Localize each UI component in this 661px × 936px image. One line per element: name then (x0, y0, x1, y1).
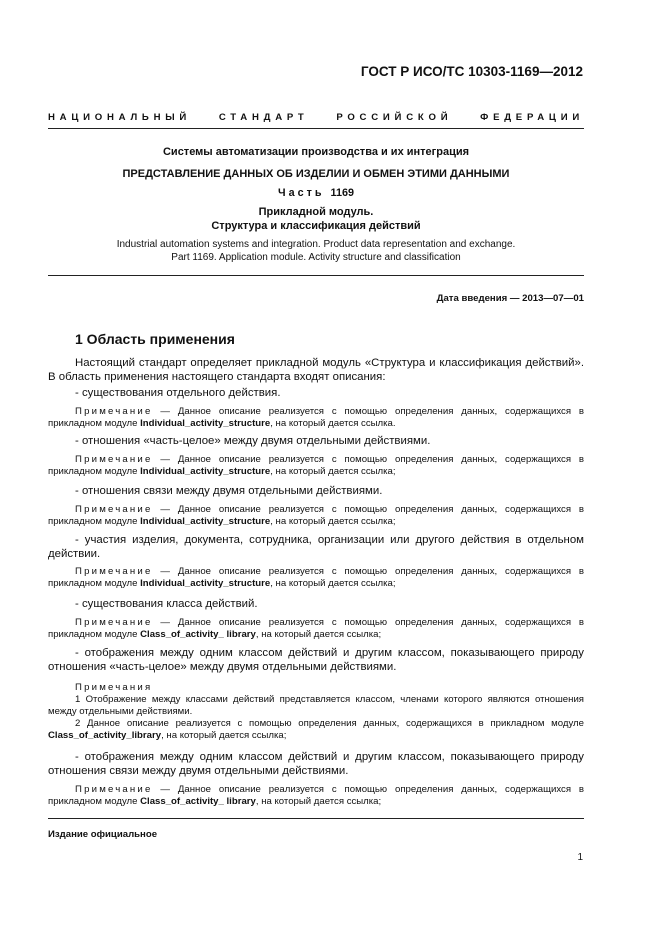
note-4: Примечание — Данное описание реализуется с помощью определения данных, содержащихся в прикладном модуле Individual_activity_structure, на который дается ссылка; (48, 566, 584, 590)
title-english-1: Industrial automation systems and integration. Product data representation and exchange. (116, 239, 516, 250)
scope-item-4: - участия изделия, документа, сотрудника, организации или другого действия в отдельном действии. (48, 534, 584, 560)
note-1: Примечание — Данное описание реализуется с помощью определения данных, содержащихся в прикладном модуле Individual_activity_structure, на который дается ссылка. (48, 406, 584, 430)
scope-item-2: - отношения «часть-целое» между двумя отдельными действиями. (75, 435, 431, 447)
notes-item-2: 2 Данное описание реализуется с помощью определения данных, содержащихся в прикладном модуле Class_of_activity_library, на который дается ссылка; (48, 718, 584, 742)
note-3: Примечание — Данное описание реализуется с помощью определения данных, содержащихся в прикладном модуле Individual_activity_structure, на который дается ссылка; (48, 504, 584, 528)
note-5: Примечание — Данное описание реализуется с помощью определения данных, содержащихся в прикладном модуле Class_of_activity_ library, на который дается ссылка; (48, 617, 584, 641)
footer-divider (48, 818, 584, 819)
standard-number: ГОСТ Р ИСО/ТС 10303-1169—2012 (360, 64, 583, 79)
note-2: Примечание — Данное описание реализуется с помощью определения данных, содержащихся в прикладном модуле Individual_activity_structure, на который дается ссылка; (48, 454, 584, 478)
scope-item-5: - существования класса действий. (75, 598, 258, 610)
note-6: Примечание — Данное описание реализуется с помощью определения данных, содержащихся в прикладном модуле Class_of_activity_ library, на который дается ссылка; (48, 784, 584, 808)
edition-label: Издание официальное (48, 829, 158, 840)
title-subtitle-1: Прикладной модуль. (258, 206, 374, 218)
section-intro: Настоящий стандарт определяет прикладной модуль «Структура и классификация действий». В область применения настоящего стандарта входят описания: (48, 357, 584, 383)
notes-label: Примечания (75, 682, 153, 693)
title-part (48, 187, 584, 199)
title-main: ПРЕДСТАВЛЕНИЕ ДАННЫХ ОБ ИЗДЕЛИИ И ОБМЕН ЭТИМИ ДАННЫМИ (122, 168, 510, 180)
header-divider (48, 128, 584, 129)
part-label: Часть (278, 187, 325, 199)
national-standard-banner: НАЦИОНАЛЬНЫЙ СТАНДАРТ РОССИЙСКОЙ ФЕДЕРАЦИИ (48, 112, 584, 123)
scope-item-7: - отображения между одним классом действий и другим классом, показывающего природу отношения связи между двумя отдельными действиями. (48, 751, 584, 777)
title-divider (48, 275, 584, 276)
part-number: 1169 (330, 187, 354, 199)
section-heading: 1 Область применения (75, 331, 235, 347)
title-english-2: Part 1169. Application module. Activity structure and classification (171, 252, 461, 263)
title-subtitle-2: Структура и классификация действий (211, 220, 421, 232)
title-series: Системы автоматизации производства и их интеграция (162, 146, 470, 158)
introduction-date: Дата введения — 2013—07—01 (436, 293, 584, 304)
scope-item-1: - существования отдельного действия. (75, 387, 281, 399)
page-number: 1 (577, 852, 583, 863)
scope-item-6: - отображения между одним классом действий и другим классом, показывающего природу отношения «часть-целое» между двумя отдельными действиями. (48, 647, 584, 673)
notes-item-1: 1 Отображение между классами действий представляется классом, членами которого являются отношения между отдельными действиями. (48, 694, 584, 718)
scope-item-3: - отношения связи между двумя отдельными действиями. (75, 485, 383, 497)
